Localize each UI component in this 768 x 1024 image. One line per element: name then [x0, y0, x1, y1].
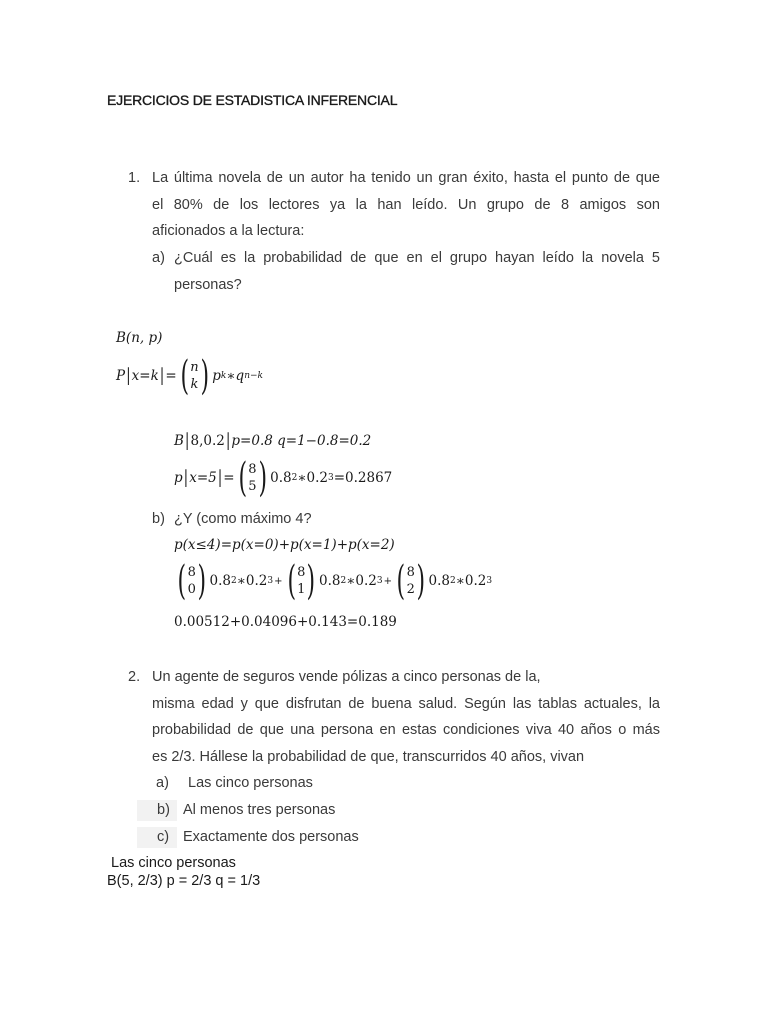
binomial-coefficient: ( n k )	[180, 353, 209, 399]
params-b: B	[174, 433, 184, 449]
binomial-coefficient: ( 8 1 )	[287, 558, 316, 604]
params-args: 8,0.2	[190, 433, 225, 449]
binomial-coefficient: ( 8 5 )	[238, 455, 267, 501]
exercise-1a-label: a)	[152, 250, 165, 266]
exercise-2c-label: c)	[157, 829, 170, 845]
plus-symbol: +	[274, 575, 283, 587]
equals-symbol: =	[165, 368, 177, 384]
pmf-p: p	[212, 368, 221, 384]
document-title: EJERCICIOS DE ESTADISTICA INFERENCIAL	[107, 92, 398, 108]
bar-symbol: |	[217, 467, 223, 489]
binomial-term: ( 8 2 ) 0.8 2 ∗0.2 3	[393, 561, 492, 601]
pmf-event: x=k	[131, 368, 159, 384]
coef-n: 8	[297, 565, 306, 580]
answer-parameters: B(5, 2/3) p = 2/3 q = 1/3	[107, 873, 261, 889]
coef-n: 8	[248, 462, 257, 477]
binomial-term: ( 8 0 ) 0.8 2 ∗0.2 3	[174, 561, 273, 601]
part-b-result: 0.00512+0.04096+0.143=0.189	[174, 614, 397, 630]
exercise-2b-label: b)	[157, 802, 170, 818]
coef-n: 8	[187, 565, 196, 580]
exercise-2-number: 2.	[128, 669, 141, 685]
coef-k: 5	[248, 479, 257, 494]
pmf-q: q	[235, 368, 245, 384]
exercise-2c-text: Exactamente dos personas	[183, 829, 359, 845]
term-base: 0.8	[428, 573, 450, 589]
equals-symbol: =	[223, 470, 235, 486]
answer-heading: Las cinco personas	[111, 855, 236, 871]
pmf-symbol: P	[116, 368, 126, 384]
pmf-q-exponent: n−k	[244, 371, 263, 381]
part-b-sum	[174, 537, 395, 553]
bar-symbol: |	[126, 365, 131, 387]
exercise-2a-label: a)	[156, 775, 169, 791]
binomial-coefficient: ( 8 2 )	[396, 558, 425, 604]
calc-result: =0.2867	[333, 470, 393, 486]
exercise-1a-line-1: ¿Cuál es la probabilidad de que en el grupo hayan leído la novela 5	[174, 250, 660, 266]
bar-symbol: |	[159, 365, 165, 387]
exercise-2-line-4: es 2/3. Hállese la probabilidad de que, transcurridos 40 años, vivan	[152, 749, 585, 765]
exercise-2-line-3: probabilidad de que una persona en estas condiciones viva 40 años o más	[152, 722, 660, 738]
exercise-1b-text: ¿Y (como máximo 4?	[174, 511, 312, 527]
binomial-term: ( 8 1 ) 0.8 2 ∗0.2 3	[284, 561, 383, 601]
part-a-parameters	[174, 430, 372, 452]
exercise-1-line-1: La última novela de un autor ha tenido un gran éxito, hasta el punto de que	[152, 170, 660, 186]
exercise-2-line-2: misma edad y que disfrutan de buena salud. Según las tablas actuales, la	[152, 696, 660, 712]
term-mid: ∗0.2	[346, 573, 377, 589]
binomial-notation	[116, 330, 162, 346]
calc-base: 0.8	[270, 470, 292, 486]
exercise-1-line-3: aficionados a la lectura:	[152, 223, 305, 239]
coef-k: 2	[406, 582, 415, 597]
term-base: 0.8	[319, 573, 341, 589]
exercise-1-line-2: el 80% de los lectores ya la han leído. Un grupo de 8 amigos son	[152, 197, 660, 213]
coef-k: 0	[187, 582, 196, 597]
times-symbol: ∗	[226, 368, 236, 384]
plus-symbol: +	[383, 575, 392, 587]
exercise-1-number: 1.	[128, 170, 141, 186]
bar-symbol: |	[225, 430, 231, 452]
term-base: 0.8	[209, 573, 231, 589]
coef-k: k	[190, 377, 199, 392]
part-a-calculation: p | x=5 | = ( 8 5 ) 0.8 2 ∗0.2 3 =0.2867	[174, 455, 393, 501]
term-mid: ∗0.2	[455, 573, 487, 589]
exercise-2-line-1: Un agente de seguros vende pólizas a cinco personas de la,	[152, 669, 541, 685]
part-b-sum-text: p(x≤4)=p(x=0)+p(x=1)+p(x=2)	[174, 537, 395, 553]
calc-mid: ∗0.2	[297, 470, 328, 486]
exercise-1a-line-2: personas?	[174, 277, 242, 293]
exercise-2a-text: Las cinco personas	[188, 775, 313, 791]
exercise-2b-text: Al menos tres personas	[183, 802, 336, 818]
coef-n: 8	[406, 565, 415, 580]
pmf-p-exponent: k	[220, 371, 227, 381]
params-rest: p=0.8 q=1−0.8=0.2	[231, 433, 372, 449]
coef-n: n	[190, 360, 199, 375]
calc-event: x=5	[189, 470, 217, 486]
bar-symbol: |	[184, 430, 190, 452]
term-mid: ∗0.2	[236, 573, 268, 589]
binomial-coefficient: ( 8 0 )	[177, 558, 206, 604]
part-b-terms	[174, 558, 493, 604]
exercise-1b-label: b)	[152, 511, 165, 527]
bar-symbol: |	[183, 467, 189, 489]
coef-k: 1	[297, 582, 306, 597]
binomial-notation-text: B(n, p)	[116, 330, 163, 346]
calc-p: p	[174, 470, 183, 486]
binomial-pmf-formula	[116, 353, 263, 399]
